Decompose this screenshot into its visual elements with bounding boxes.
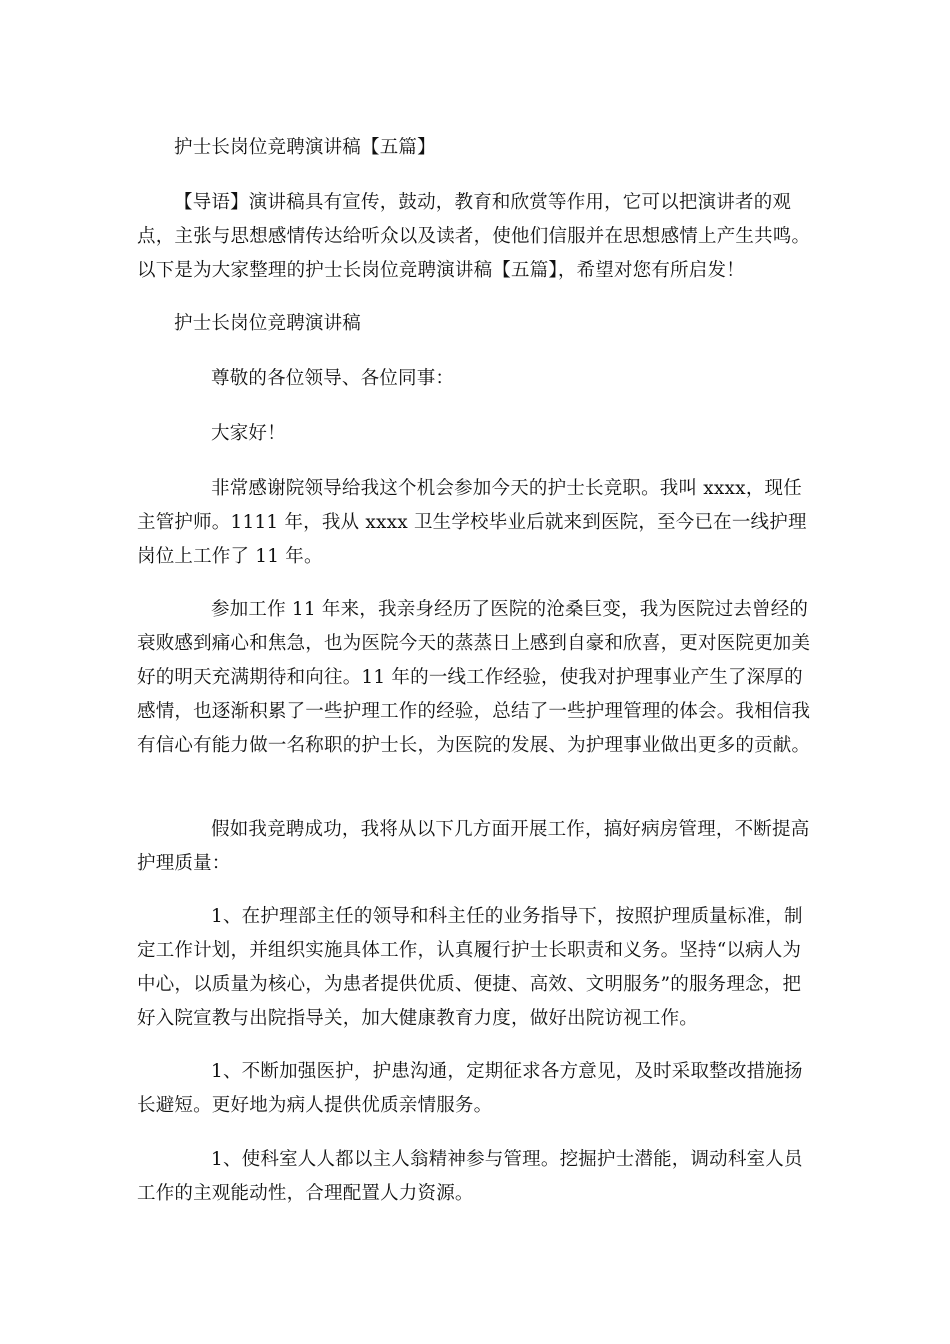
body-paragraph: 假如我竞聘成功，我将从以下几方面开展工作，搞好病房管理，不断提高护理质量： [137,819,810,874]
greeting: 大家好！ [211,423,286,444]
body-paragraph: 1、不断加强医护，护患沟通，定期征求各方意见，及时采取整改措施扬长避短。更好地为病人提供优质亲情服务。 [137,1061,803,1116]
section-title: 护士长岗位竞聘演讲稿 [174,313,362,334]
document-title: 护士长岗位竞聘演讲稿【五篇】 [174,137,436,158]
body-paragraph: 1、在护理部主任的领导和科主任的业务指导下，按照护理质量标准，制定工作计划，并组织实施具体工作，认真履行护士长职责和义务。坚持“以病人为中心，以质量为核心，为患者提供优质、便捷、高效、文明服务”的服务理念，把好入院宣教与出院指导关，加大健康教育力度，做好出院访视工作。 [137,906,803,1029]
salutation: 尊敬的各位领导、各位同事： [211,368,455,389]
intro-paragraph: 【导语】演讲稿具有宣传，鼓动，教育和欣赏等作用，它可以把演讲者的观点，主张与思想感情传达给听众以及读者，使他们信服并在思想感情上产生共鸣。以下是为大家整理的护士长岗位竞聘演讲稿【五篇】，希望对您有所启发！ [137,192,811,281]
body-paragraph: 非常感谢院领导给我这个机会参加今天的护士长竞职。我叫 xxxx，现任主管护师。1111 年，我从 xxxx 卫生学校毕业后就来到医院，至今已在一线护理岗位上工作了 11 年。 [137,478,807,567]
body-paragraph: 1、使科室人人都以主人翁精神参与管理。挖掘护士潜能，调动科室人员工作的主观能动性，合理配置人力资源。 [137,1149,803,1204]
body-paragraph: 参加工作 11 年来，我亲身经历了医院的沧桑巨变，我为医院过去曾经的衰败感到痛心和焦急，也为医院今天的蒸蒸日上感到自豪和欣喜，更对医院更加美好的明天充满期待和向往。11 年的一线工作经验，使我对护理事业产生了深厚的感情，也逐渐积累了一些护理工作的经验，总结了一些护理管理的体会。我相信我有信心有能力做一名称职的护士长，为医院的发展、为护理事业做出更多的贡献。 [137,599,811,756]
